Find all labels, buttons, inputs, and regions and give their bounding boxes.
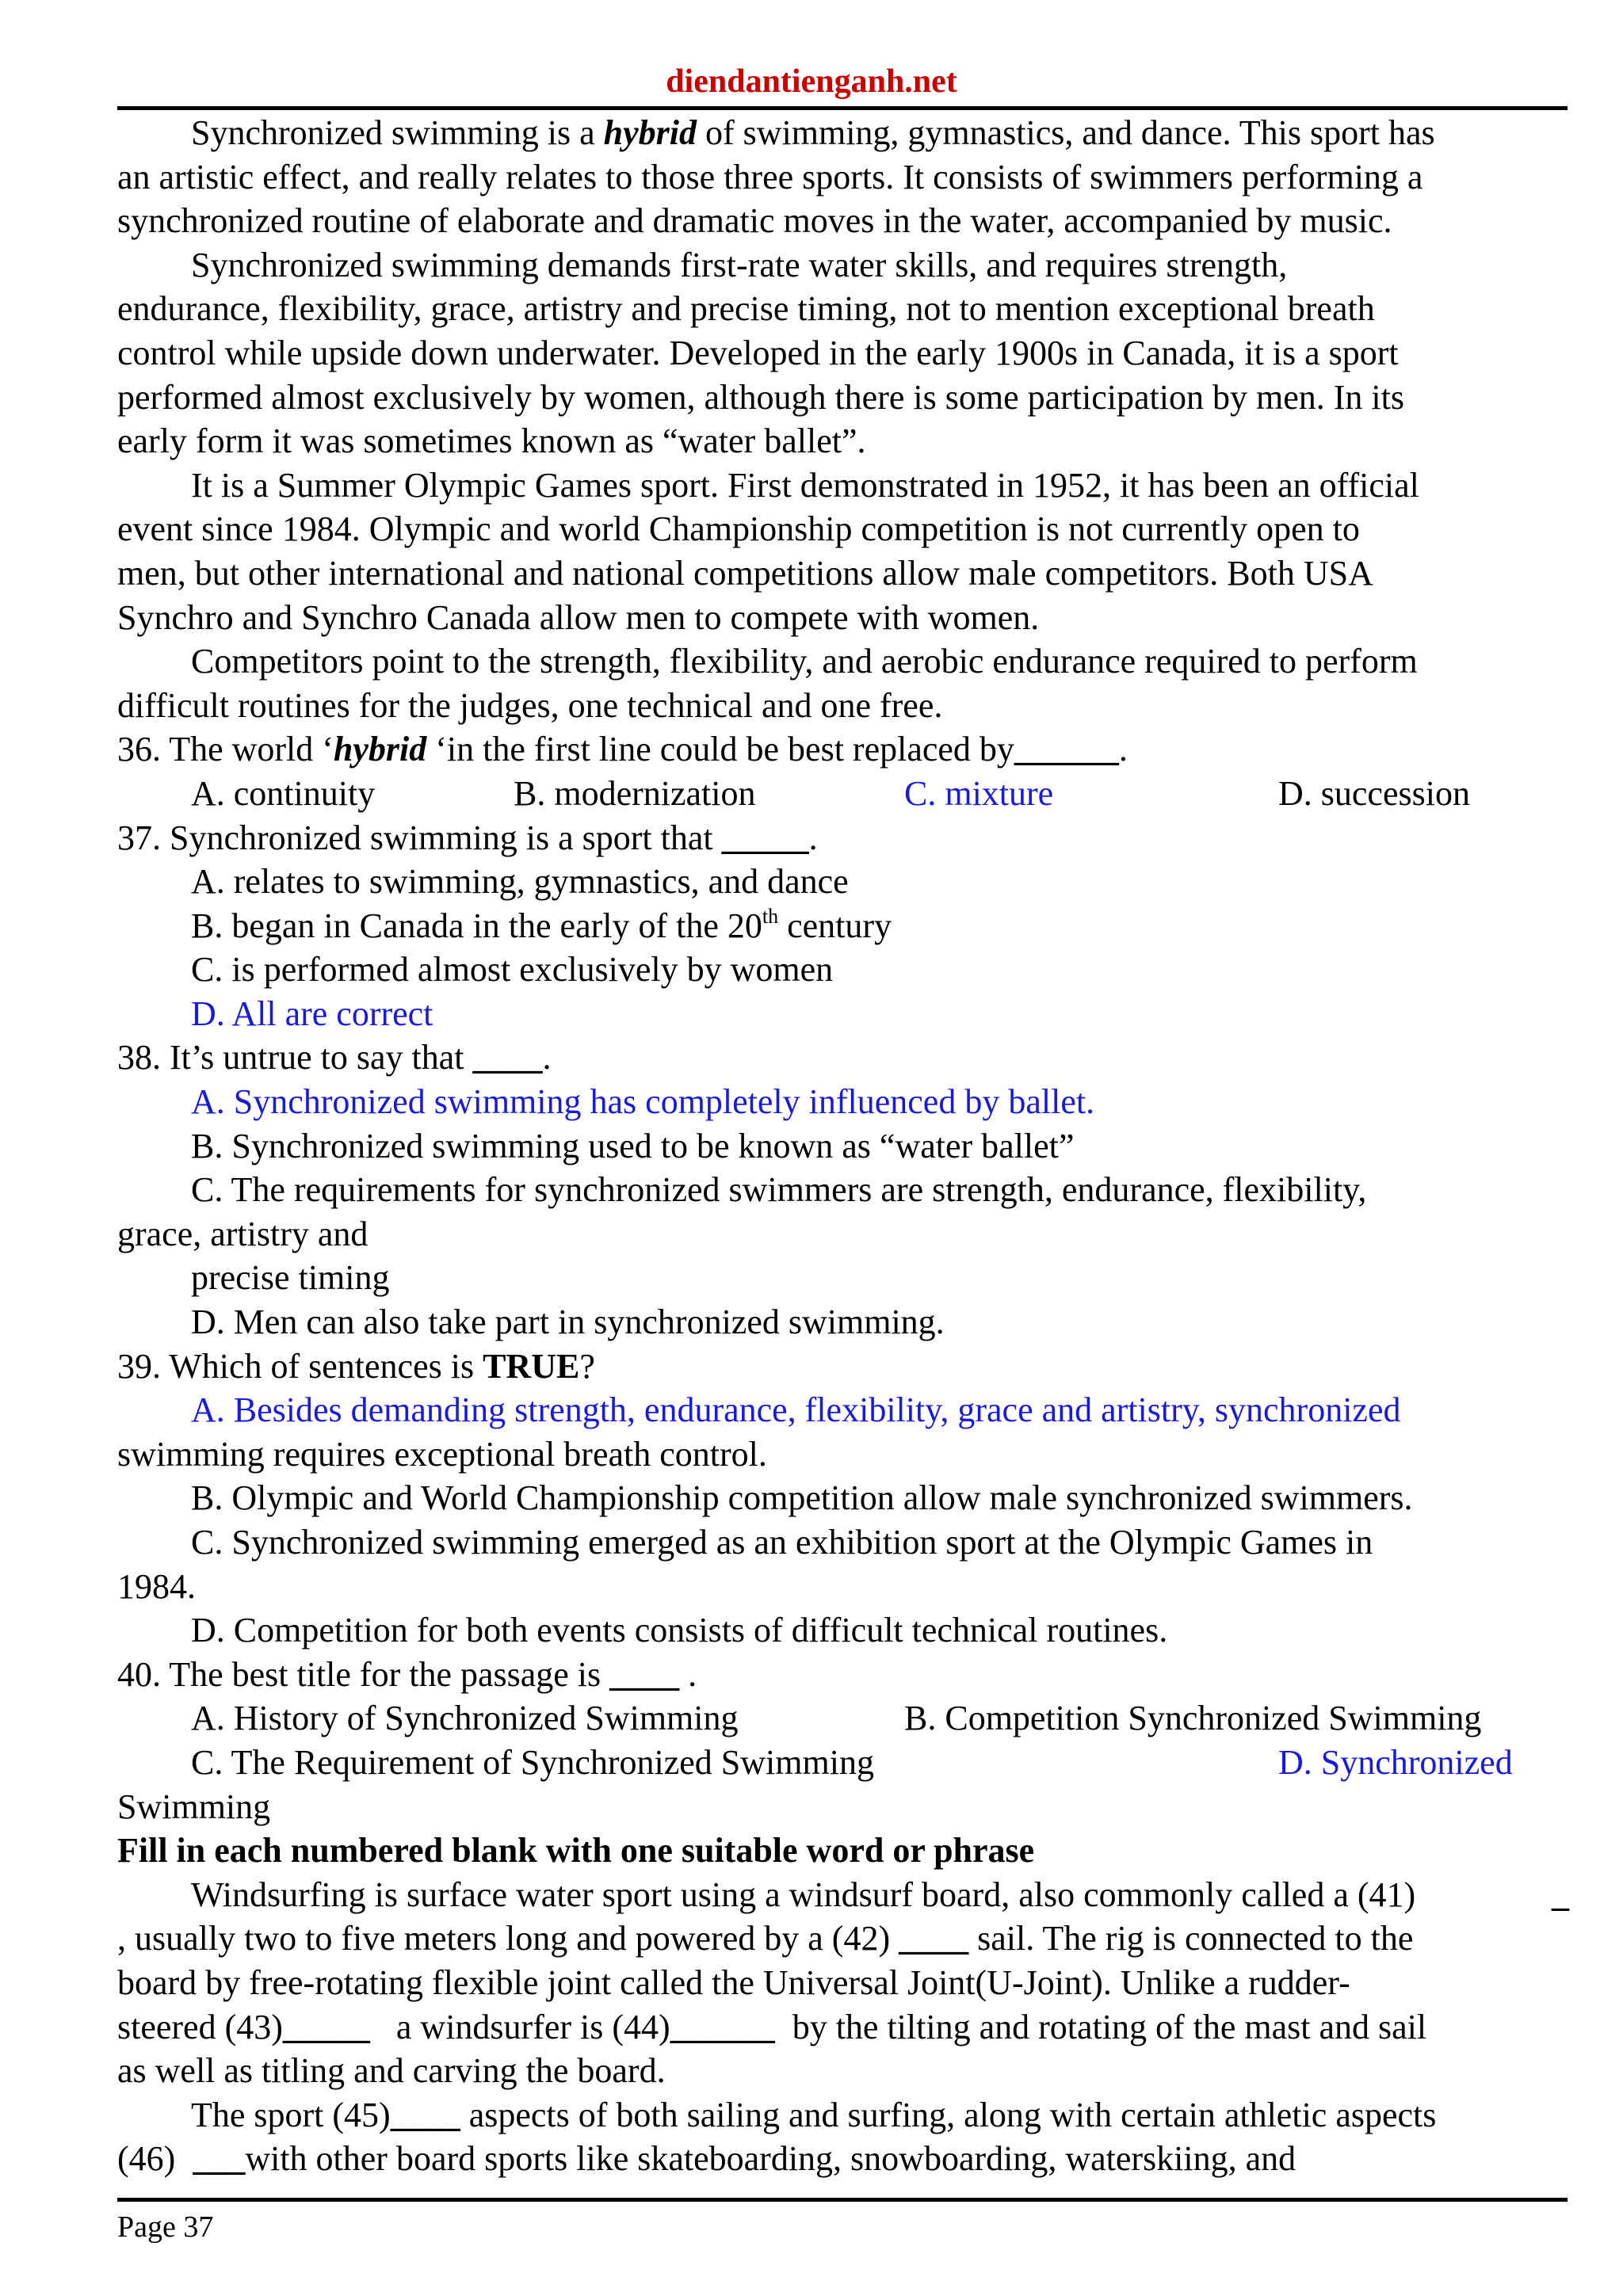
passage-line: men, but other international and national competitions allow male competitors. Both USA	[117, 553, 1373, 593]
passage-line: Synchro and Synchro Canada allow men to compete with women.	[117, 597, 1040, 637]
passage-line: Windsurfing is surface water sport using a windsurf board, also commonly called a (41) _	[117, 1873, 1568, 1917]
answer-blank: ______	[1014, 730, 1119, 769]
page-number: Page 37	[117, 2210, 214, 2244]
question-36-options	[117, 772, 1568, 816]
passage-line: It is a Summer Olympic Games sport. First demonstrated in 1952, it has been an official	[191, 465, 1419, 505]
passage-line: performed almost exclusively by women, although there is some participation by men. In its	[117, 377, 1404, 417]
question-39-stem: 39. Which of sentences is TRUE?	[117, 1346, 595, 1386]
passage-line: Synchronized swimming demands first-rate water skills, and requires strength,	[191, 245, 1288, 284]
answer-blank: _	[1552, 1875, 1569, 1914]
option-b: B. modernization	[514, 773, 756, 813]
section-heading: Fill in each numbered blank with one suitable word or phrase	[117, 1831, 1035, 1871]
question-40-options-row1	[117, 1696, 1568, 1741]
question-40-stem: 40. The best title for the passage is ____ .	[117, 1654, 697, 1694]
passage-line: event since 1984. Olympic and world Championship competition is not currently open to	[117, 509, 1360, 549]
option-c: C. Synchronized swimming emerged as an exhibition sport at the Olympic Games in	[191, 1523, 1373, 1562]
option-b: B. began in Canada in the early of the 20th century	[191, 904, 892, 945]
answer-blank: ____	[609, 1654, 680, 1694]
option-d-continued: Swimming	[117, 1787, 271, 1826]
passage-line: , usually two to five meters long and powered by a (42) ____ sail. The rig is connected to the	[117, 1919, 1414, 1958]
passage-line: Competitors point to the strength, flexibility, and aerobic endurance required to perform	[191, 642, 1418, 681]
option-a: A. History of Synchronized Swimming	[191, 1699, 739, 1738]
option-b: B. Synchronized swimming used to be known as “water ballet”	[191, 1126, 1075, 1165]
passage-line: early form it was sometimes known as “water ballet”.	[117, 421, 866, 461]
question-37-stem: 37. Synchronized swimming is a sport that _____.	[117, 818, 818, 857]
option-b: B. Olympic and World Championship competition allow male synchronized swimmers.	[191, 1478, 1413, 1518]
passage-line: control while upside down underwater. Developed in the early 1900s in Canada, it is a sport	[117, 333, 1399, 372]
answer-blank: _____	[721, 818, 809, 857]
answer-blank: _____	[282, 2007, 370, 2046]
answer-blank: ____	[472, 1038, 543, 1077]
answer-blank: ___	[193, 2139, 246, 2179]
passage-line: board by free-rotating flexible joint called the Universal Joint(U-Joint). Unlike a rudder-	[117, 1962, 1350, 2002]
option-a-answer: A. Synchronized swimming has completely influenced by ballet.	[191, 1082, 1095, 1122]
header-rule	[117, 106, 1568, 110]
passage-line: Synchronized swimming is a hybrid of swimming, gymnastics, and dance. This sport has	[191, 113, 1435, 152]
question-40-options-row2	[117, 1741, 1568, 1785]
emphasis-word: hybrid	[603, 113, 697, 152]
question-38-stem: 38. It’s untrue to say that ____.	[117, 1038, 552, 1077]
option-c: C. The Requirement of Synchronized Swimming	[191, 1742, 874, 1782]
passage-line: synchronized routine of elaborate and dramatic moves in the water, accompanied by music.	[117, 201, 1392, 241]
option-b: B. Competition Synchronized Swimming	[904, 1699, 1482, 1738]
passage-line: as well as titling and carving the board.	[117, 2051, 666, 2091]
option-d: D. Competition for both events consists of difficult technical routines.	[191, 1611, 1168, 1650]
option-d: D. Men can also take part in synchronized swimming.	[191, 1302, 945, 1342]
footer-rule	[117, 2198, 1568, 2202]
answer-blank: ____	[899, 1919, 969, 1958]
option-c: C. The requirements for synchronized swimmers are strength, endurance, flexibility,	[191, 1170, 1367, 1210]
site-header-title: diendantienganh.net	[666, 63, 957, 100]
answer-blank: ______	[670, 2007, 775, 2046]
option-a: A. relates to swimming, gymnastics, and dance	[191, 862, 849, 902]
passage-line: The sport (45)____ aspects of both sailing and surfing, along with certain athletic aspects	[191, 2095, 1437, 2134]
passage-line: endurance, flexibility, grace, artistry and precise timing, not to mention exceptional breath	[117, 289, 1375, 329]
option-a: A. continuity	[191, 773, 376, 813]
option-d-answer: D. All are correct	[191, 994, 433, 1033]
passage-line: an artistic effect, and really relates to those three sports. It consists of swimmers performing a	[117, 157, 1423, 196]
option-c-answer: C. mixture	[904, 773, 1054, 813]
option-a-continued: swimming requires exceptional breath control.	[117, 1434, 767, 1474]
question-36-stem: 36. The world ‘hybrid ‘in the first line could be best replaced by______.	[117, 730, 1128, 769]
option-a-answer: A. Besides demanding strength, endurance, flexibility, grace and artistry, synchronized	[191, 1390, 1401, 1430]
passage-line: difficult routines for the judges, one technical and one free.	[117, 685, 943, 725]
option-d: D. succession	[1278, 773, 1470, 813]
option-c-continued: 1984.	[117, 1566, 196, 1606]
passage-line: (46) ___with other board sports like skateboarding, snowboarding, waterskiing, and	[117, 2139, 1296, 2179]
option-c: C. is performed almost exclusively by women	[191, 950, 834, 990]
document-body	[117, 111, 1568, 2181]
option-c-continued: precise timing	[191, 1258, 390, 1298]
answer-blank: ____	[390, 2095, 460, 2134]
passage-line: steered (43)_____ a windsurfer is (44)______ by the tilting and rotating of the mast and sail	[117, 2007, 1427, 2046]
option-d-answer: D. Synchronized	[1278, 1742, 1513, 1782]
option-c-continued: grace, artistry and	[117, 1214, 369, 1253]
